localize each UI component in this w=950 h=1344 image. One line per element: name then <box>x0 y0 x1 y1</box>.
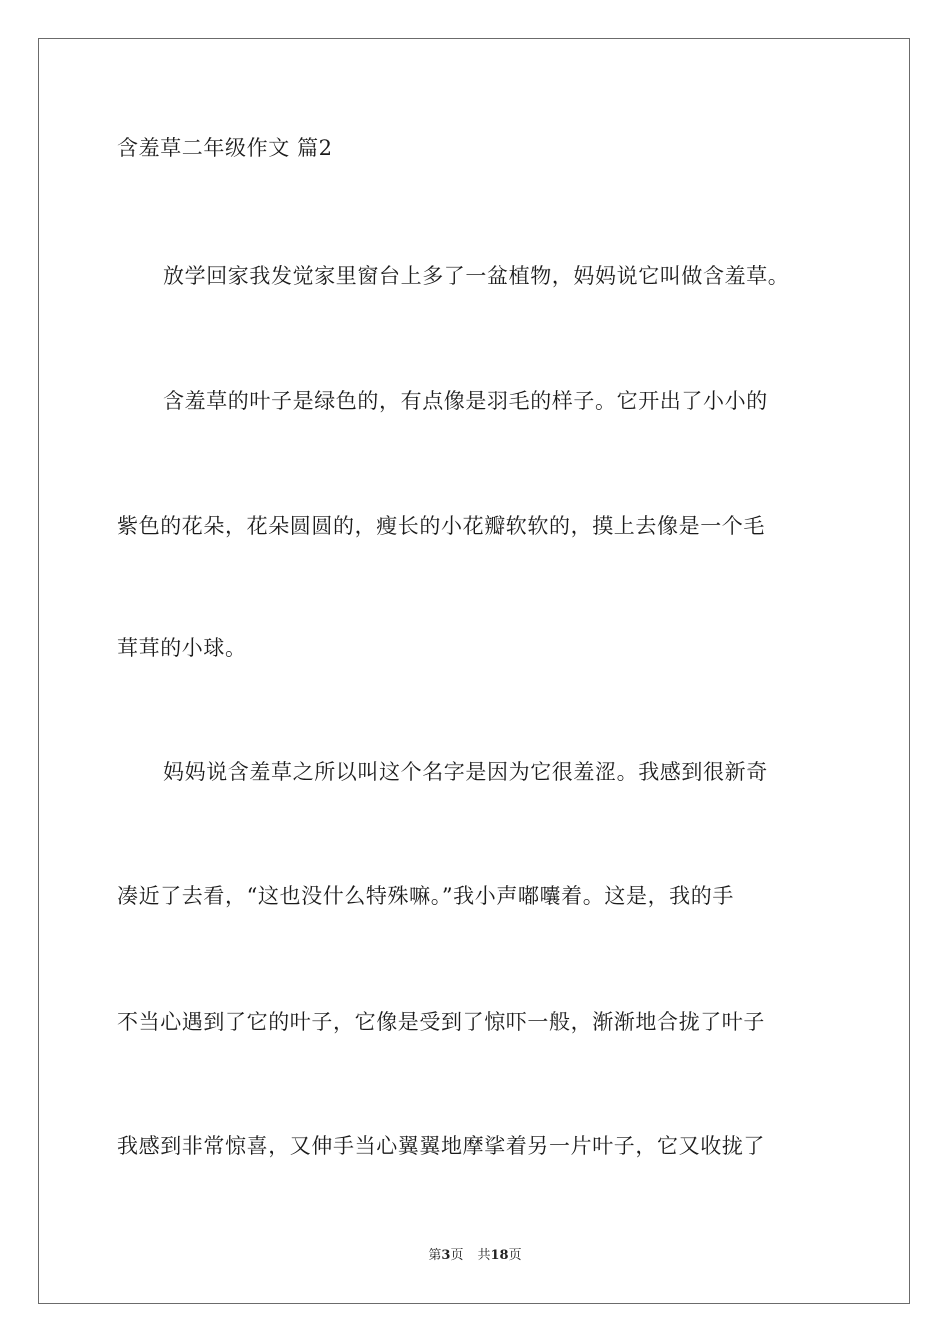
page-footer <box>0 1248 950 1264</box>
paragraph-line-4: 茸茸的小球。 <box>117 636 247 660</box>
paragraph-line-7: 不当心遇到了它的叶子，它像是受到了惊吓一般，渐渐地合拢了叶子 <box>117 1010 765 1034</box>
paragraph-line-5: 妈妈说含羞草之所以叫这个名字是因为它很羞涩。我感到很新奇 <box>163 760 768 784</box>
total-prefix: 共 <box>477 1248 491 1263</box>
paragraph-line-2: 含羞草的叶子是绿色的，有点像是羽毛的样子。它开出了小小的 <box>163 389 768 413</box>
page-border <box>38 38 910 1304</box>
document-heading: 含羞草二年级作文 篇2 <box>117 136 333 160</box>
page-current: 3 <box>441 1248 451 1263</box>
paragraph-line-6: 凑近了去看，“这也没什么特殊嘛。”我小声嘟囔着。这是，我的手 <box>117 884 734 908</box>
page-prefix: 第 <box>428 1248 442 1263</box>
total-suffix: 页 <box>508 1248 522 1263</box>
page-total: 18 <box>490 1248 509 1263</box>
paragraph-line-8: 我感到非常惊喜，又伸手当心翼翼地摩挲着另一片叶子，它又收拢了 <box>117 1134 765 1158</box>
paragraph-line-3: 紫色的花朵，花朵圆圆的，瘦长的小花瓣软软的，摸上去像是一个毛 <box>117 514 765 538</box>
page-suffix: 页 <box>450 1248 464 1263</box>
paragraph-line-1: 放学回家我发觉家里窗台上多了一盆植物，妈妈说它叫做含羞草。 <box>163 264 790 288</box>
